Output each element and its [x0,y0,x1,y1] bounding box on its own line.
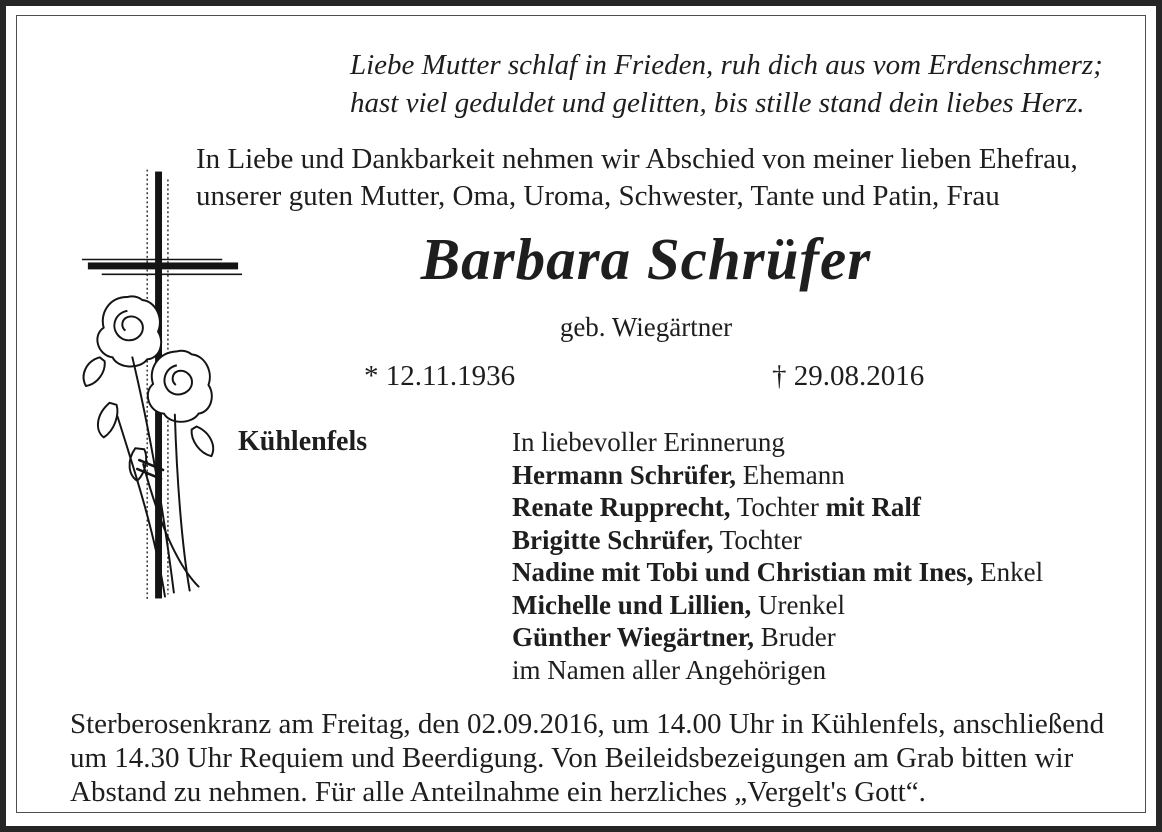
mourner-name: Michelle und Lillien, [512,589,752,620]
maiden-name: geb. Wiegärtner [559,312,733,342]
announcement-line: Sterberosenkranz am Freitag, den 02.09.2016, um 14.00 Uhr in Kühlenfels, anschließend [70,708,1105,740]
mourner-name: Brigitte Schrüfer, [512,524,714,555]
memorial-heading: In liebevoller Erinnerung [512,427,785,457]
announcement-line: Abstand zu nehmen. Für alle Anteilnahme ein herzliches „Vergelt's Gott“. [70,776,926,808]
deceased-name: Barbara Schrüfer [420,226,872,292]
mourner-line [512,589,1043,622]
cross-and-roses-illustration [78,166,246,604]
mourner-relation: Bruder [754,622,836,652]
mourner-line [512,491,1043,524]
mourner-name: Günther Wiegärtner, [512,622,755,652]
announcement-line: um 14.30 Uhr Requiem und Beerdigung. Von Beileidsbezeigungen am Grab bitten wir [70,742,1074,774]
epigraph-line: Liebe Mutter schlaf in Frieden, ruh dich aus vom Erdenschmerz; [350,49,1103,81]
mourner-line [512,654,1043,687]
mourners-block [512,426,1043,686]
mourner-line [512,459,1043,492]
mourner-relation: Enkel [973,557,1044,587]
birth-date: * 12.11.1936 [364,360,516,392]
mourner-line [512,621,1043,654]
mourner-relation: Tochter [713,524,802,555]
place-name: Kühlenfels [238,426,368,457]
mourner-relation: Ehemann [736,459,845,490]
intro-line: unserer guten Mutter, Oma, Uroma, Schwester, Tante und Patin, Frau [196,180,1000,212]
mourner-name: mit Ralf [825,492,921,522]
deceased-name-block [246,224,1046,343]
mourner-relation: Urenkel [751,589,845,620]
funeral-announcement [70,707,1104,809]
epigraph-verse [350,46,1103,122]
mourner-line [512,524,1043,557]
intro-line: In Liebe und Dankbarkeit nehmen wir Abschied von meiner lieben Ehefrau, [196,143,1078,175]
death-date: † 29.08.2016 [772,360,925,392]
mourner-relation: Tochter [730,492,826,522]
mourner-line [512,556,1043,589]
mourner-relation: im Namen aller Angehörigen [512,654,827,685]
epigraph-line: hast viel geduldet und gelitten, bis stille stand dein liebes Herz. [350,87,1085,119]
mourner-name: Hermann Schrüfer, [512,459,736,490]
mourner-name: Renate Rupprecht, [512,492,731,522]
intro-text [196,141,1078,215]
mourners-list [512,459,1043,687]
mourner-name: Nadine mit Tobi und Christian mit Ines, [512,557,974,587]
